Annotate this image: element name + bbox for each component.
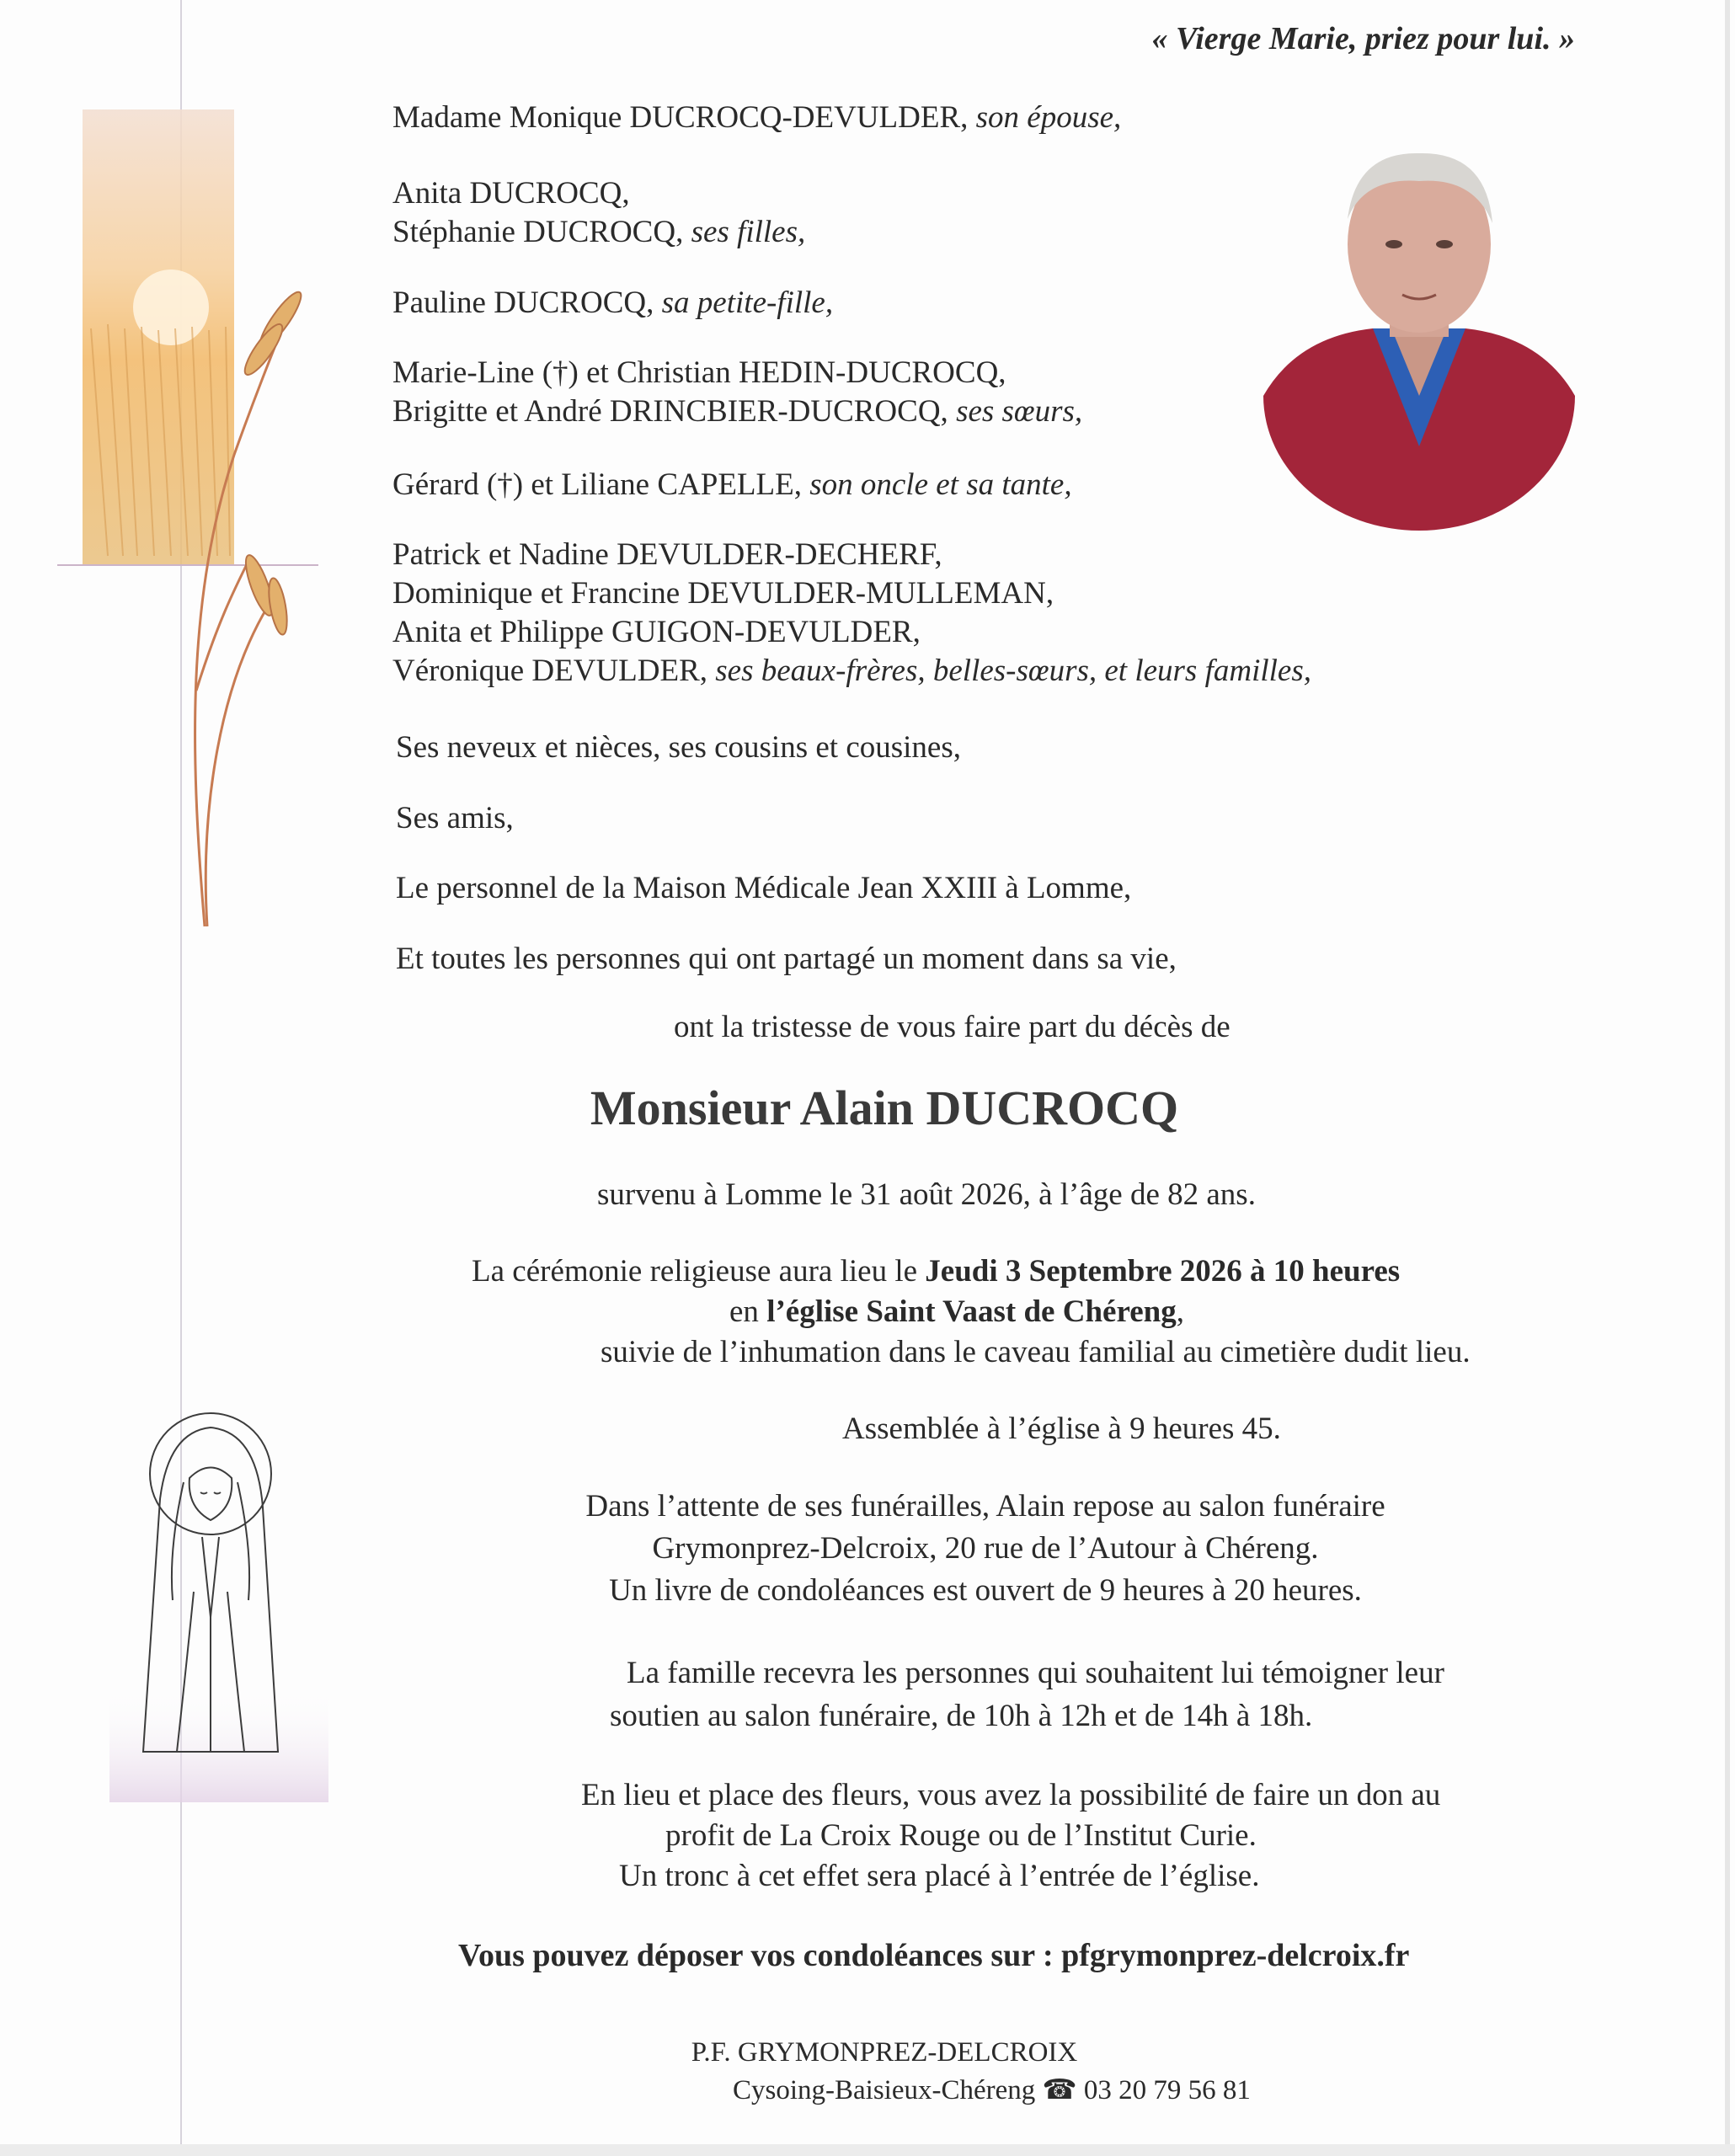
portrait-photo (1263, 143, 1575, 531)
family-line (392, 355, 1006, 392)
family-relation: ses sœurs, (956, 394, 1083, 429)
family-line (392, 99, 1121, 136)
ceremony-place: l’église Saint Vaast de Chéreng (766, 1294, 1177, 1329)
family-name: Pauline DUCROCQ, (392, 286, 654, 320)
family-relation: son épouse, (975, 100, 1122, 135)
others-line: Ses neveux et nièces, ses cousins et cousines, (396, 730, 961, 765)
wheat-illustration (57, 101, 310, 943)
family-name: Dominique et Francine DEVULDER-MULLEMAN, (392, 576, 1054, 611)
family-line (392, 575, 1054, 612)
family-line (392, 175, 630, 212)
others-line: Et toutes les personnes qui ont partagé un moment dans sa vie, (396, 942, 1177, 976)
rest-line: Un livre de condoléances est ouvert de 9 heures à 20 heures. (609, 1573, 1362, 1608)
death-details: survenu à Lomme le 31 août 2026, à l’âge de 82 ans. (597, 1177, 1256, 1212)
family-name: Brigitte et André DRINCBIER-DUCROCQ, (392, 394, 948, 429)
family-name: Anita DUCROCQ, (392, 176, 630, 211)
family-name: Anita et Philippe GUIGON-DEVULDER, (392, 615, 921, 649)
reception-line: La famille recevra les personnes qui souhaitent lui témoigner leur (627, 1656, 1444, 1690)
funeral-home-towns: Cysoing-Baisieux-Chéreng (733, 2075, 1036, 2105)
family-line (392, 653, 1311, 690)
others-line: Le personnel de la Maison Médicale Jean XXIII à Lomme, (396, 871, 1132, 905)
ceremony-line-2 (729, 1294, 1184, 1331)
funeral-home-contact (733, 2073, 1251, 2107)
ceremony-text: La cérémonie religieuse aura lieu le (472, 1254, 926, 1289)
ceremony-date: Jeudi 3 Septembre 2026 à 10 heures (925, 1254, 1401, 1289)
family-line (392, 214, 805, 251)
family-line (392, 285, 833, 322)
family-line (392, 614, 921, 651)
family-relation: son oncle et sa tante, (809, 467, 1072, 502)
family-relation: ses beaux-frères, belles-sœurs, et leurs familles, (715, 654, 1311, 688)
donation-line: profit de La Croix Rouge ou de l’Institut Curie. (665, 1818, 1257, 1853)
rest-line: Grymonprez-Delcroix, 20 rue de l’Autour à Chéreng. (652, 1531, 1319, 1566)
ceremony-line-1 (472, 1253, 1400, 1290)
condolences-website[interactable]: Vous pouvez déposer vos condoléances sur : pfgrymonprez-delcroix.fr (458, 1938, 1410, 1973)
scan-edge-right (1725, 0, 1730, 2156)
reception-line: soutien au salon funéraire, de 10h à 12h et de 14h à 18h. (610, 1699, 1313, 1733)
motto: « Vierge Marie, priez pour lui. » (1151, 21, 1575, 56)
donation-line: En lieu et place des fleurs, vous avez la possibilité de faire un don au (581, 1778, 1441, 1812)
family-relation: ses filles, (691, 215, 806, 249)
rest-line: Dans l’attente de ses funérailles, Alain repose au salon funéraire (585, 1489, 1385, 1524)
ceremony-line-3: suivie de l’inhumation dans le caveau familial au cimetière dudit lieu. (601, 1335, 1471, 1369)
family-relation: sa petite-fille, (661, 286, 834, 320)
virgin-mary-illustration (109, 1398, 328, 1802)
ceremony-text: en (729, 1294, 767, 1329)
family-name: Madame Monique DUCROCQ-DEVULDER, (392, 100, 969, 135)
scan-edge-bottom (0, 2144, 1735, 2156)
deceased-name: Monsieur Alain DUCROCQ (590, 1081, 1179, 1135)
announcement: ont la tristesse de vous faire part du décès de (674, 1010, 1231, 1044)
family-line (392, 536, 942, 574)
family-line (392, 467, 1072, 504)
family-name: Patrick et Nadine DEVULDER-DECHERF, (392, 537, 942, 572)
telephone-icon: ☎ (1042, 2075, 1077, 2105)
ceremony-text: , (1176, 1294, 1184, 1329)
family-name: Gérard (†) et Liliane CAPELLE, (392, 467, 802, 502)
family-name: Stéphanie DUCROCQ, (392, 215, 684, 249)
family-name: Marie-Line (†) et Christian HEDIN-DUCROCQ, (392, 355, 1006, 390)
donation-line: Un tronc à cet effet sera placé à l’entrée de l’église. (619, 1859, 1260, 1893)
funeral-home-name: P.F. GRYMONPREZ-DELCROIX (691, 2037, 1078, 2068)
family-name: Véronique DEVULDER, (392, 654, 708, 688)
funeral-home-phone: 03 20 79 56 81 (1083, 2075, 1251, 2105)
others-line: Ses amis, (396, 801, 514, 835)
family-line (392, 393, 1082, 430)
assembly-time: Assemblée à l’église à 9 heures 45. (842, 1412, 1281, 1446)
